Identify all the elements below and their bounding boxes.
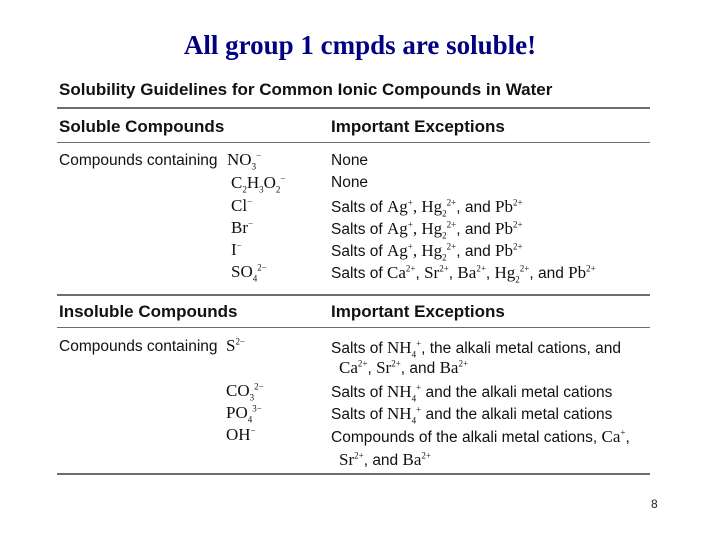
exception-sulfide: Salts of $NH_4^+$, the alkali metal cations, and [331, 338, 622, 360]
page-number: 8 [651, 497, 658, 511]
exception-sulfate: Salts of $Ca^{2+}$, $Sr^{2+}$, $Ba^{2+}$, $Hg_2^{2+}$, and $Pb^{2+}$ [331, 263, 596, 285]
anion-acetate: $C_2H_3O_2^-$ [231, 173, 286, 195]
divider-insoluble-header [57, 327, 650, 328]
table-title: Solubility Guidelines for Common Ionic Compounds in Water [59, 80, 553, 99]
soluble-lead-text: Compounds containing [59, 152, 218, 169]
anion-nitrate: $NO_3^-$ [227, 150, 262, 172]
anion-sulfate: $SO_4^{2-}$ [231, 262, 267, 284]
divider-bottom [57, 473, 650, 475]
divider-soluble-header [57, 142, 650, 143]
anion-carbonate: $CO_3^{2-}$ [226, 381, 264, 403]
exception-iodide: Salts of Ag+, $Hg_2^{2+}$, and $Pb^{2+}$ [331, 241, 523, 263]
exception-bromide: Salts of Ag+, $Hg_2^{2+}$, and $Pb^{2+}$ [331, 219, 523, 241]
exception-carbonate: Salts of $NH_4^+$ and the alkali metal cations [331, 382, 613, 404]
exception-none-1: None [331, 152, 369, 169]
insoluble-header: Insoluble Compounds [59, 302, 238, 321]
soluble-header: Soluble Compounds [59, 117, 225, 136]
anion-bromide: Br− [231, 218, 254, 237]
insoluble-lead-text: Compounds containing [59, 338, 218, 355]
divider-top [57, 107, 650, 109]
anion-iodide: I− [231, 240, 242, 259]
exception-hydroxide-cont: $Sr^{2+}$, and $Ba^{2+}$ [339, 450, 431, 469]
exception-sulfide-cont: $Ca^{2+}$, $Sr^{2+}$, and $Ba^{2+}$ [339, 358, 469, 377]
slide-title: All group 1 cmpds are soluble! [183, 30, 537, 60]
anion-phosphate: $PO_4^{3-}$ [226, 403, 262, 425]
anion-sulfide: $S^{2-}$ [226, 336, 246, 355]
soluble-exceptions-header: Important Exceptions [331, 117, 505, 136]
exception-hydroxide: Compounds of the alkali metal cations, Ca+, [331, 427, 630, 446]
exception-none-2: None [331, 174, 369, 191]
exception-chloride: Salts of Ag+, $Hg_2^{2+}$, and $Pb^{2+}$ [331, 197, 523, 219]
anion-hydroxide: OH− [226, 425, 256, 444]
anion-chloride: Cl− [231, 196, 253, 215]
exception-phosphate: Salts of $NH_4^+$ and the alkali metal cations [331, 404, 613, 426]
divider-middle [57, 294, 650, 296]
insoluble-exceptions-header: Important Exceptions [331, 302, 505, 321]
